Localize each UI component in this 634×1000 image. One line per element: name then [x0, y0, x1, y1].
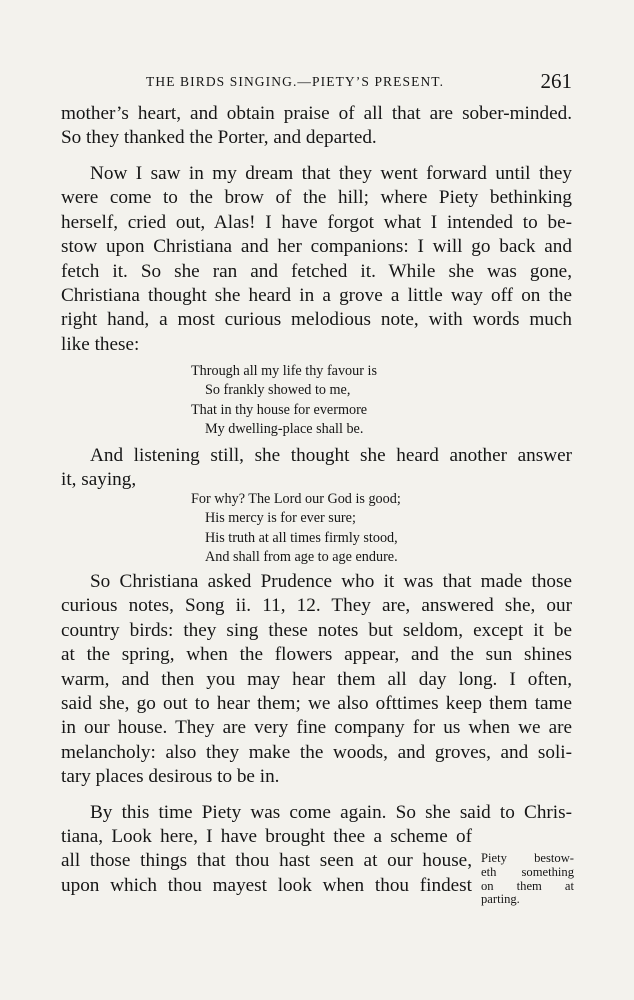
text-line: curious notes, Song ii. 11, 12. They are, answered she, our: [61, 595, 572, 617]
verse-line: His mercy is for ever sure;: [205, 510, 356, 527]
paragraph-5: [61, 801, 572, 825]
text-line: in our house. They are very fine company for us when we are: [61, 717, 572, 739]
paragraph-5-continued: [61, 825, 472, 898]
running-title: THE BIRDS SINGING.—PIETY’S PRESENT.: [146, 74, 445, 89]
verse-line: And shall from age to age endure.: [205, 548, 398, 565]
margin-note-line: on them at: [481, 878, 574, 893]
text-line: upon which thou mayest look when thou findest: [61, 874, 472, 896]
text-line: stow upon Christiana and her companions: I will go back and: [61, 236, 572, 258]
text-line: all those things that thou hast seen at our house,: [61, 850, 472, 872]
text-line: So they thanked the Porter, and departed.: [61, 127, 377, 149]
verse-1: [191, 362, 551, 439]
text-line: And listening still, she thought she heard another answer: [90, 445, 572, 466]
verse-line: That in thy house for evermore: [191, 401, 368, 418]
paragraph-3: [61, 444, 572, 493]
text-line: warm, and then you may hear them all day long. I often,: [61, 668, 572, 690]
margin-note-line: eth something: [481, 864, 574, 879]
text-line: Christiana thought she heard in a grove a little way off on the: [61, 285, 572, 307]
text-line: said she, go out to hear them; we also ofttimes keep them tame: [61, 693, 572, 715]
verse-line: My dwelling-place shall be.: [205, 420, 364, 437]
paragraph-1: [61, 102, 572, 151]
text-line: mother’s heart, and obtain praise of all that are sober-minded.: [61, 103, 572, 124]
margin-note-line: parting.: [481, 892, 520, 907]
page-number: 261: [540, 69, 572, 93]
text-line: were come to the brow of the hill; where Piety bethinking: [61, 187, 572, 209]
text-line: tary places desirous to be in.: [61, 766, 280, 788]
verse-2: [191, 490, 551, 567]
text-line: tiana, Look here, I have brought thee a scheme of: [61, 826, 472, 847]
text-line: right hand, a most curious melodious note, with words much: [61, 309, 572, 331]
text-line: like these:: [61, 333, 140, 355]
text-line: country birds: they sing these notes but seldom, except it be: [61, 619, 572, 641]
text-line: herself, cried out, Alas! I have forgot what I intended to be-: [61, 211, 572, 233]
paragraph-4: [61, 570, 572, 790]
text-line: fetch it. So she ran and fetched it. While she was gone,: [61, 260, 572, 282]
margin-note-line: Piety bestow-: [481, 851, 574, 865]
margin-note: [481, 852, 574, 907]
verse-line: Through all my life thy favour is: [191, 363, 377, 379]
verse-line: His truth at all times firmly stood,: [205, 529, 398, 546]
verse-line: For why? The Lord our God is good;: [191, 491, 401, 507]
text-line: melancholy: also they make the woods, and groves, and soli-: [61, 741, 572, 763]
text-line: it, saying,: [61, 469, 137, 491]
verse-line: So frankly showed to me,: [205, 382, 351, 399]
text-line: Now I saw in my dream that they went forward until they: [90, 163, 572, 184]
paragraph-2: [61, 162, 572, 357]
text-line: at the spring, when the flowers appear, and the sun shines: [61, 644, 572, 666]
text-line: So Christiana asked Prudence who it was that made those: [90, 571, 572, 592]
text-line: By this time Piety was come again. So she said to Chris-: [90, 802, 572, 823]
running-head: [61, 71, 572, 95]
